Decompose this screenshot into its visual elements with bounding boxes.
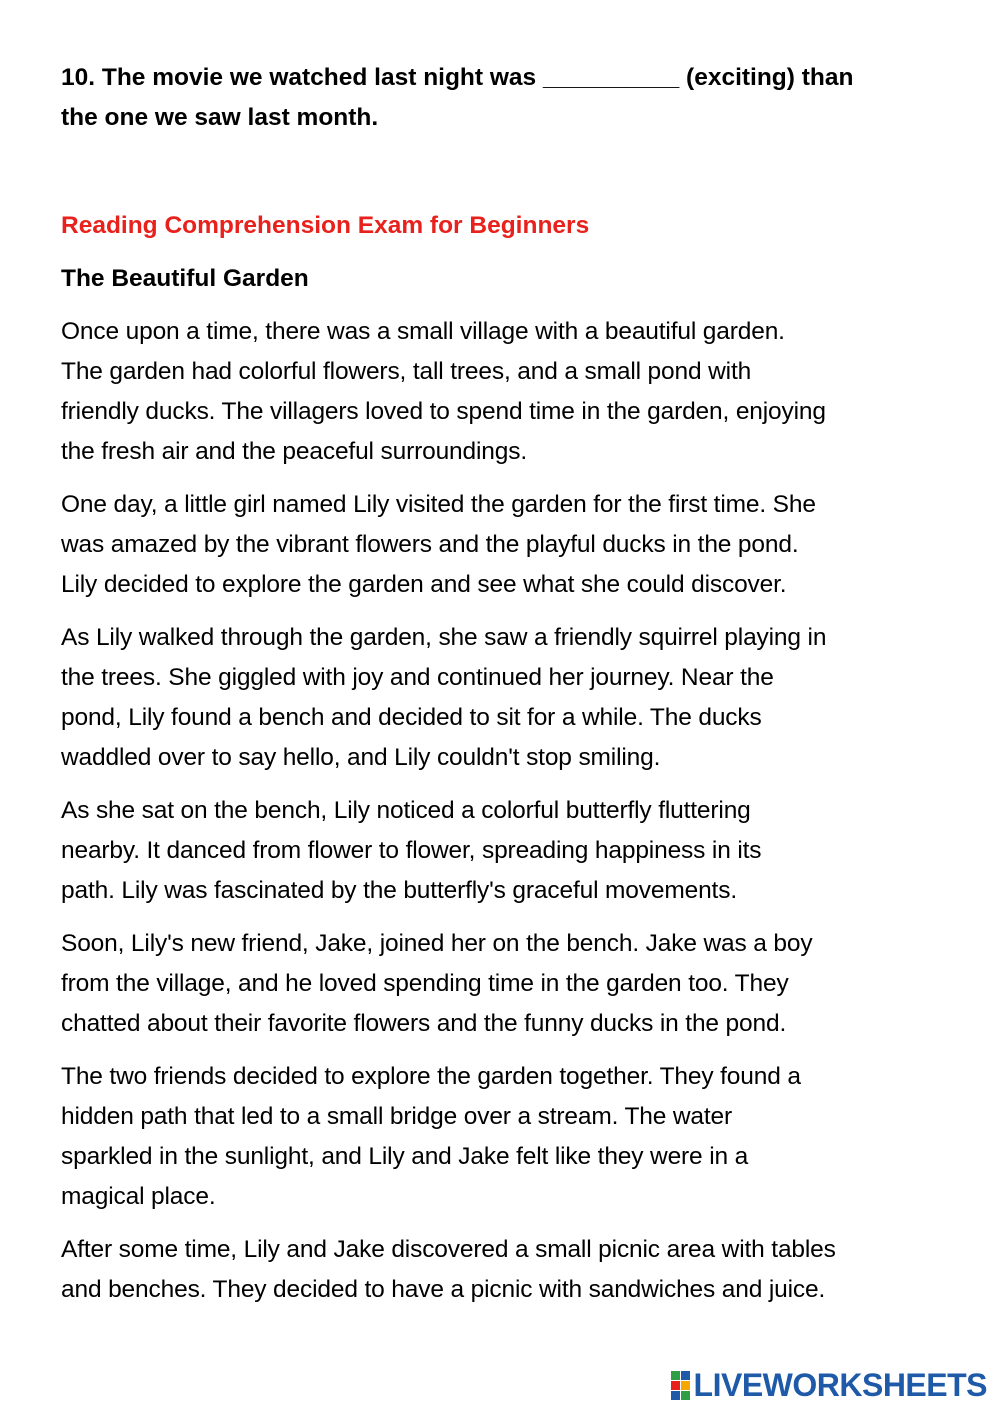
story-line: Lily decided to explore the garden and see what she could discover. [61, 571, 787, 598]
story-line: hidden path that led to a small bridge over a stream. The water [61, 1103, 733, 1130]
story-line: As Lily walked through the garden, she saw a friendly squirrel playing in [61, 624, 827, 651]
story-line: As she sat on the bench, Lily noticed a colorful butterfly fluttering [61, 797, 751, 824]
story-paragraph [61, 618, 951, 778]
story-paragraph [61, 312, 951, 472]
logo-square [671, 1391, 680, 1400]
story-line: was amazed by the vibrant flowers and the playful ducks in the pond. [61, 531, 799, 558]
question-10 [61, 58, 951, 138]
story-paragraph [61, 1230, 951, 1310]
story-line: waddled over to say hello, and Lily couldn't stop smiling. [61, 744, 661, 771]
section-title: Reading Comprehension Exam for Beginners [61, 212, 590, 239]
liveworksheets-logo [671, 1367, 987, 1403]
story-line: The garden had colorful flowers, tall trees, and a small pond with [61, 358, 752, 385]
logo-square [671, 1381, 680, 1390]
question-line-2: the one we saw last month. [61, 104, 379, 131]
story-line: and benches. They decided to have a picnic with sandwiches and juice. [61, 1276, 826, 1303]
story-line: Soon, Lily's new friend, Jake, joined her on the bench. Jake was a boy [61, 930, 813, 957]
story-paragraph [61, 485, 951, 605]
liveworksheets-logo-icon [671, 1371, 690, 1400]
story-body [61, 312, 951, 1323]
story-line: pond, Lily found a bench and decided to sit for a while. The ducks [61, 704, 762, 731]
story-line: from the village, and he loved spending time in the garden too. They [61, 970, 789, 997]
story-line: friendly ducks. The villagers loved to spend time in the garden, enjoying [61, 398, 826, 425]
question-line-1: 10. The movie we watched last night was __________ (exciting) than [61, 64, 854, 91]
story-paragraph [61, 1057, 951, 1217]
story-line: chatted about their favorite flowers and the funny ducks in the pond. [61, 1010, 787, 1037]
logo-square [671, 1371, 680, 1380]
worksheet-page [61, 58, 951, 1303]
story-line: the fresh air and the peaceful surroundings. [61, 438, 528, 465]
logo-square [681, 1391, 690, 1400]
logo-square [681, 1381, 690, 1390]
story-title: The Beautiful Garden [61, 265, 309, 292]
story-line: path. Lily was fascinated by the butterfly's graceful movements. [61, 877, 737, 904]
story-line: The two friends decided to explore the garden together. They found a [61, 1063, 801, 1090]
story-line: nearby. It danced from flower to flower, spreading happiness in its [61, 837, 762, 864]
story-paragraph [61, 791, 951, 911]
story-line: After some time, Lily and Jake discovered a small picnic area with tables [61, 1236, 836, 1263]
story-paragraph [61, 924, 951, 1044]
story-line: sparkled in the sunlight, and Lily and Jake felt like they were in a [61, 1143, 749, 1170]
story-line: the trees. She giggled with joy and continued her journey. Near the [61, 664, 774, 691]
story-line: One day, a little girl named Lily visited the garden for the first time. She [61, 491, 816, 518]
logo-square [681, 1371, 690, 1380]
story-line: Once upon a time, there was a small village with a beautiful garden. [61, 318, 785, 345]
story-line: magical place. [61, 1183, 216, 1210]
logo-text: LIVEWORKSHEETS [693, 1366, 987, 1403]
